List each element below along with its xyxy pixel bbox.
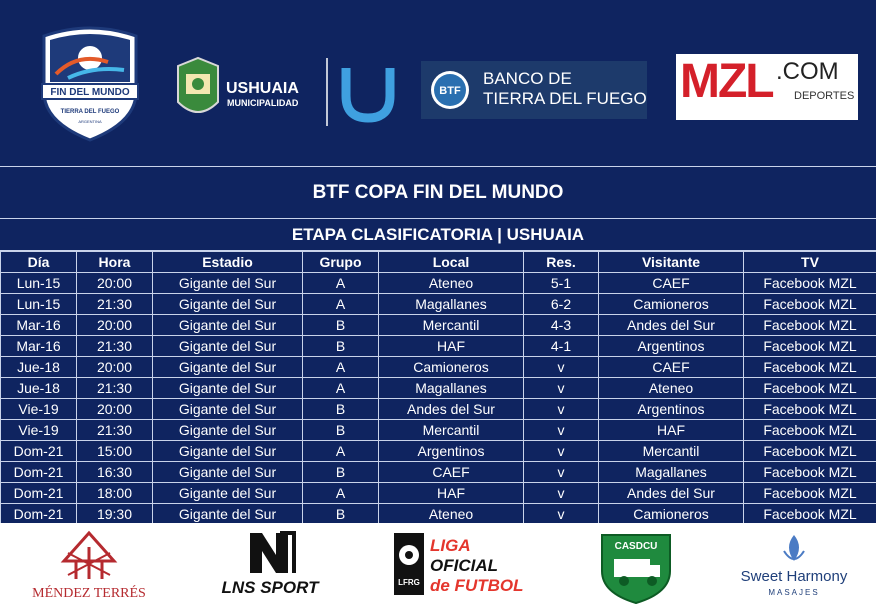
table-cell: Dom-21 — [1, 462, 77, 483]
table-cell: Ateneo — [379, 504, 524, 525]
page-subtitle: ETAPA CLASIFICATORIA | USHUAIA — [0, 219, 876, 251]
table-cell: v — [524, 399, 599, 420]
table-cell: 18:00 — [77, 483, 153, 504]
table-cell: Argentinos — [599, 399, 744, 420]
casdcu-text: CASDCU — [614, 541, 658, 552]
table-cell: Dom-21 — [1, 504, 77, 525]
table-cell: v — [524, 483, 599, 504]
table-cell: Facebook MZL — [744, 294, 876, 315]
table-cell: Gigante del Sur — [153, 420, 303, 441]
table-cell: A — [303, 357, 379, 378]
table-cell: v — [524, 504, 599, 525]
table-cell: Facebook MZL — [744, 273, 876, 294]
table-row — [1, 441, 876, 462]
column-header: Res. — [524, 252, 599, 273]
table-cell: Gigante del Sur — [153, 378, 303, 399]
page-title: BTF COPA FIN DEL MUNDO — [0, 166, 876, 219]
table-cell: Facebook MZL — [744, 357, 876, 378]
table-row — [1, 399, 876, 420]
table-cell: HAF — [379, 483, 524, 504]
liga-badge: LFRG — [398, 578, 420, 587]
table-cell: B — [303, 399, 379, 420]
sweet-harmony-logo — [732, 527, 856, 604]
table-cell: 4-3 — [524, 315, 599, 336]
table-cell: B — [303, 315, 379, 336]
table-cell: Jue-18 — [1, 378, 77, 399]
table-row — [1, 462, 876, 483]
table-cell: v — [524, 420, 599, 441]
btf-line1: BANCO DE — [483, 69, 572, 88]
column-header: Grupo — [303, 252, 379, 273]
ushuaia-sub: MUNICIPALIDAD — [227, 98, 299, 108]
btf-mark-icon — [429, 69, 471, 111]
mzl-main: MZL — [680, 55, 773, 108]
schedule-table — [0, 251, 876, 525]
btf-logo — [421, 61, 647, 119]
table-cell: 20:00 — [77, 357, 153, 378]
table-cell: 15:00 — [77, 441, 153, 462]
table-row — [1, 504, 876, 525]
fin-del-mundo-sub2: ARGENTINA — [78, 119, 102, 124]
table-row — [1, 294, 876, 315]
table-cell: Magallanes — [599, 462, 744, 483]
table-cell: 20:00 — [77, 315, 153, 336]
fin-del-mundo-logo — [38, 22, 142, 142]
table-cell: Mercantil — [599, 441, 744, 462]
table-cell: Mercantil — [379, 420, 524, 441]
table-cell: CAEF — [599, 357, 744, 378]
table-cell: Facebook MZL — [744, 420, 876, 441]
table-cell: Mar-16 — [1, 336, 77, 357]
table-cell: A — [303, 294, 379, 315]
liga-l1: LIGA — [430, 536, 471, 555]
table-cell: 20:00 — [77, 399, 153, 420]
table-cell: B — [303, 420, 379, 441]
mendez-text: MÉNDEZ TERRÉS — [32, 586, 146, 601]
table-cell: Argentinos — [599, 336, 744, 357]
table-cell: Facebook MZL — [744, 504, 876, 525]
table-cell: Magallanes — [379, 294, 524, 315]
liga-l2: OFICIAL — [430, 556, 498, 575]
mendez-terres-logo — [18, 527, 160, 604]
table-cell: 5-1 — [524, 273, 599, 294]
btf-mark-text: BTF — [439, 85, 461, 97]
table-cell: Argentinos — [379, 441, 524, 462]
lns-sport-logo — [210, 527, 330, 604]
table-cell: A — [303, 378, 379, 399]
table-cell: Andes del Sur — [599, 483, 744, 504]
table-cell: 21:30 — [77, 336, 153, 357]
table-cell: Lun-15 — [1, 294, 77, 315]
table-cell: 21:30 — [77, 294, 153, 315]
table-cell: Mar-16 — [1, 315, 77, 336]
table-cell: v — [524, 357, 599, 378]
table-cell: B — [303, 504, 379, 525]
mzl-logo — [676, 54, 858, 120]
sweet-name: Sweet Harmony — [740, 568, 848, 585]
table-cell: Camioneros — [599, 504, 744, 525]
table-row — [1, 273, 876, 294]
table-cell: Facebook MZL — [744, 336, 876, 357]
table-cell: 16:30 — [77, 462, 153, 483]
table-cell: Vie-19 — [1, 399, 77, 420]
table-cell: Gigante del Sur — [153, 273, 303, 294]
table-cell: Facebook MZL — [744, 378, 876, 399]
table-cell: A — [303, 441, 379, 462]
column-header: Día — [1, 252, 77, 273]
table-cell: Mercantil — [379, 315, 524, 336]
table-cell: v — [524, 462, 599, 483]
table-cell: Facebook MZL — [744, 441, 876, 462]
table-cell: Camioneros — [379, 357, 524, 378]
table-row — [1, 420, 876, 441]
mzl-sub: DEPORTES — [794, 90, 855, 102]
table-cell: 6-2 — [524, 294, 599, 315]
table-cell: Magallanes — [379, 378, 524, 399]
sponsor-strip — [0, 523, 876, 608]
btf-line2: TIERRA DEL FUEGO — [483, 89, 647, 108]
table-cell: Facebook MZL — [744, 399, 876, 420]
table-cell: 21:30 — [77, 420, 153, 441]
table-cell: Andes del Sur — [379, 399, 524, 420]
table-cell: Lun-15 — [1, 273, 77, 294]
table-cell: CAEF — [379, 462, 524, 483]
table-row — [1, 483, 876, 504]
ushuaia-logo — [174, 56, 398, 128]
table-header-row — [1, 252, 876, 273]
column-header: TV — [744, 252, 876, 273]
table-cell: Facebook MZL — [744, 315, 876, 336]
table-cell: Gigante del Sur — [153, 336, 303, 357]
table-cell: 21:30 — [77, 378, 153, 399]
table-cell: Facebook MZL — [744, 462, 876, 483]
table-cell: HAF — [599, 420, 744, 441]
header-logos — [0, 0, 876, 166]
table-cell: 4-1 — [524, 336, 599, 357]
table-cell: CAEF — [599, 273, 744, 294]
table-cell: Gigante del Sur — [153, 399, 303, 420]
table-cell: Gigante del Sur — [153, 315, 303, 336]
casdcu-logo — [596, 527, 676, 604]
table-row — [1, 378, 876, 399]
table-cell: Andes del Sur — [599, 315, 744, 336]
column-header: Local — [379, 252, 524, 273]
table-row — [1, 336, 876, 357]
table-row — [1, 315, 876, 336]
table-cell: v — [524, 441, 599, 462]
column-header: Estadio — [153, 252, 303, 273]
table-cell: Gigante del Sur — [153, 462, 303, 483]
lns-text: LNS SPORT — [221, 578, 319, 597]
mzl-dotcom: .COM — [776, 58, 839, 85]
table-cell: Gigante del Sur — [153, 483, 303, 504]
table-cell: Ateneo — [379, 273, 524, 294]
table-cell: B — [303, 336, 379, 357]
column-header: Hora — [77, 252, 153, 273]
table-cell: Jue-18 — [1, 357, 77, 378]
table-cell: B — [303, 462, 379, 483]
table-cell: Facebook MZL — [744, 483, 876, 504]
table-cell: Vie-19 — [1, 420, 77, 441]
table-cell: Gigante del Sur — [153, 504, 303, 525]
table-cell: A — [303, 273, 379, 294]
table-cell: 19:30 — [77, 504, 153, 525]
sweet-sub: MASAJES — [768, 588, 820, 597]
table-cell: v — [524, 378, 599, 399]
table-cell: Gigante del Sur — [153, 294, 303, 315]
table-cell: Dom-21 — [1, 483, 77, 504]
fin-del-mundo-text: FIN DEL MUNDO — [50, 87, 130, 98]
ushuaia-name: USHUAIA — [226, 80, 299, 97]
column-header: Visitante — [599, 252, 744, 273]
table-cell: 20:00 — [77, 273, 153, 294]
fin-del-mundo-sub1: TIERRA DEL FUEGO — [60, 109, 120, 115]
liga-l3: de FUTBOL — [430, 576, 524, 595]
table-cell: Camioneros — [599, 294, 744, 315]
table-cell: Gigante del Sur — [153, 357, 303, 378]
table-cell: A — [303, 483, 379, 504]
table-cell: Gigante del Sur — [153, 441, 303, 462]
table-row — [1, 357, 876, 378]
table-cell: HAF — [379, 336, 524, 357]
table-cell: Dom-21 — [1, 441, 77, 462]
table-cell: Ateneo — [599, 378, 744, 399]
liga-oficial-logo — [390, 527, 536, 604]
